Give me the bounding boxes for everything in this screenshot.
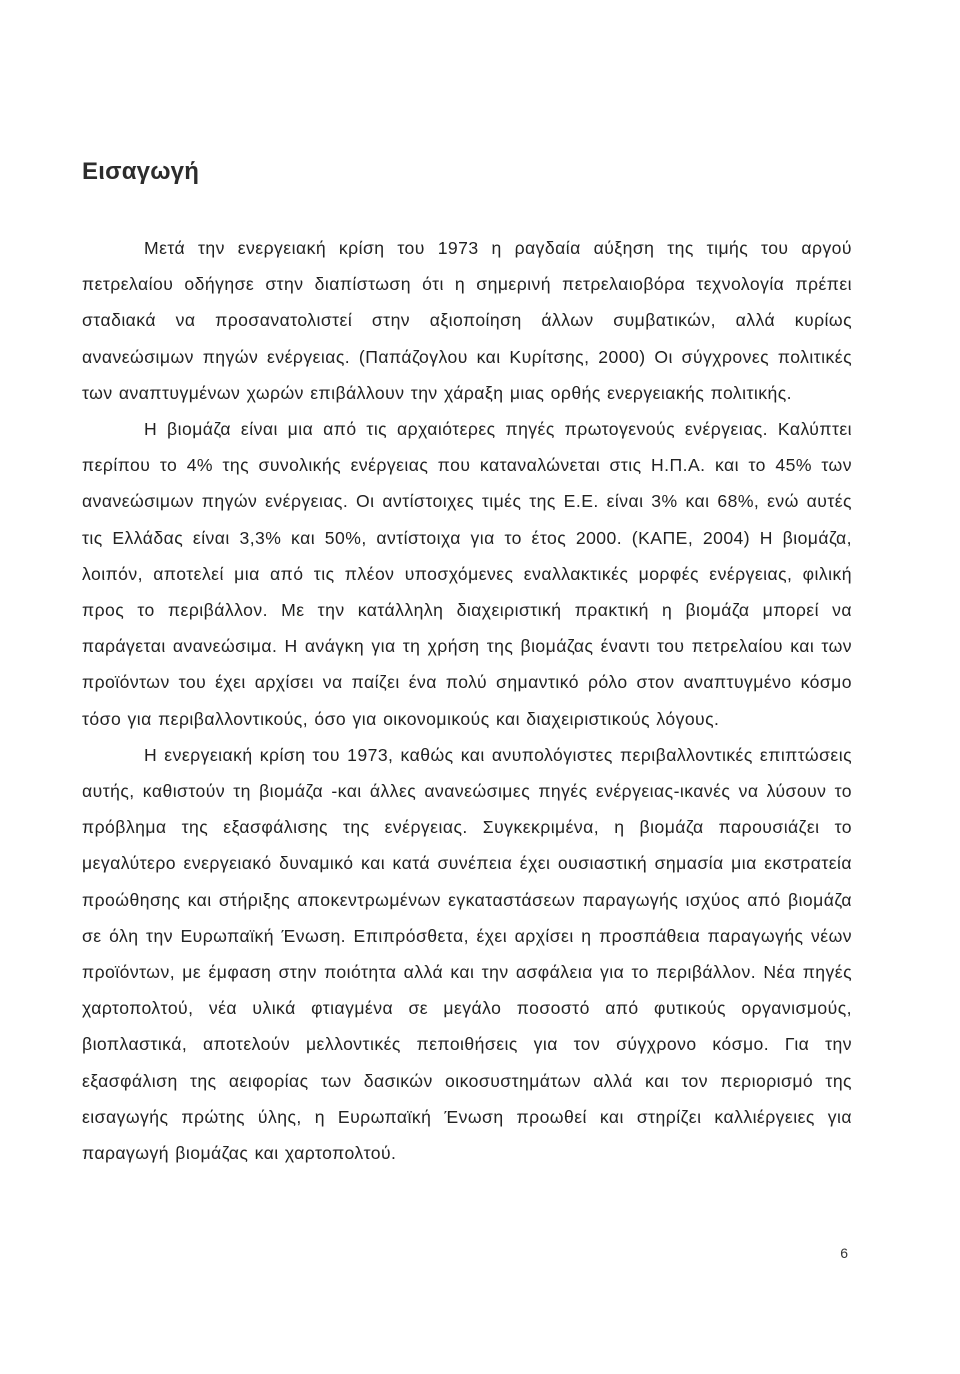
paragraph-3: Η ενεργειακή κρίση του 1973, καθώς και ανυπολόγιστες περιβαλλοντικές επιπτώσεις αυτής, καθιστούν τη βιομάζα -και άλλες ανανεώσιμες πηγές ενέργειας-ικανές να λύσουν το πρόβλημα της εξασφάλισης της ενέργειας. Συγκεκριμένα, η βιομάζα παρουσιάζει το μεγαλύτερο ενεργειακό δυναμικό και κατά συνέπεια έχει ουσιαστική σημασία μια εκστρατεία προώθησης και στήριξης αποκεντρωμένων εγκαταστάσεων παραγωγής ισχύος από βιομάζα σε όλη την Ευρωπαϊκή Ένωση. Επιπρόσθετα, έχει αρχίσει η προσπάθεια παραγωγής νέων προϊόντων, με έμφαση στην ποιότητα αλλά και την ασφάλεια για το περιβάλλον. Νέα πηγές χαρτοπολτού, νέα υλικά φτιαγμένα σε μεγάλο ποσοστό από φυτικούς οργανισμούς, βιοπλαστικά, αποτελούν μελλοντικές πεποιθήσεις για τον σύγχρονο κόσμο. Για την εξασφάλιση της αειφορίας των δασικών οικοσυστημάτων αλλά και τον περιορισμό της εισαγωγής πρώτης ύλης, η Ευρωπαϊκή Ένωση προωθεί και στηρίζει καλλιέργειες για παραγωγή βιομάζας και χαρτοπολτού. (82, 744, 852, 1164)
section-heading: Εισαγωγή (82, 158, 200, 185)
page-number: 6 (840, 1245, 848, 1261)
body-text (82, 230, 852, 1171)
paragraph-2: Η βιομάζα είναι μια από τις αρχαιότερες πηγές πρωτογενούς ενέργειας. Καλύπτει περίπου το 4% της συνολικής ενέργειας που καταναλώνεται στις Η.Π.Α. και το 45% των ανανεώσιμων πηγών ενέργειας. Οι αντίστοιχες τιμές της Ε.Ε. είναι 3% και 68%, ενώ αυτές τις Ελλάδας είναι 3,3% και 50%, αντίστοιχα για το έτος 2000. (ΚΑΠΕ, 2004) Η βιομάζα, λοιπόν, αποτελεί μια από τις πλέον υποσχόμενες εναλλακτικές μορφές ενέργειας, φιλική προς το περιβάλλον. Με την κατάλληλη διαχειριστική πρακτική η βιομάζα μπορεί να παράγεται ανανεώσιμα. Η ανάγκη για τη χρήση της βιομάζας έναντι του πετρελαίου και των προϊόντων του έχει αρχίσει να παίζει ένα πολύ σημαντικό ρόλο στον αναπτυγμένο κόσμο τόσο για περιβαλλοντικούς, όσο για οικονομικούς και διαχειριστικούς λόγους. (82, 419, 852, 729)
paragraph-1: Μετά την ενεργειακή κρίση του 1973 η ραγδαία αύξηση της τιμής του αργού πετρελαίου οδήγησε στην διαπίστωση ότι η σημερινή πετρελαιοβόρα τεχνολογία πρέπει σταδιακά να προσανατολιστεί στην αξιοποίηση άλλων συμβατικών, αλλά κυρίως ανανεώσιμων πηγών ενέργειας. (Παπάζογλου και Κυρίτσης, 2000) Οι σύγχρονες πολιτικές των αναπτυγμένων χωρών επιβάλλουν την χάραξη μιας ορθής ενεργειακής πολιτικής. (82, 238, 852, 403)
